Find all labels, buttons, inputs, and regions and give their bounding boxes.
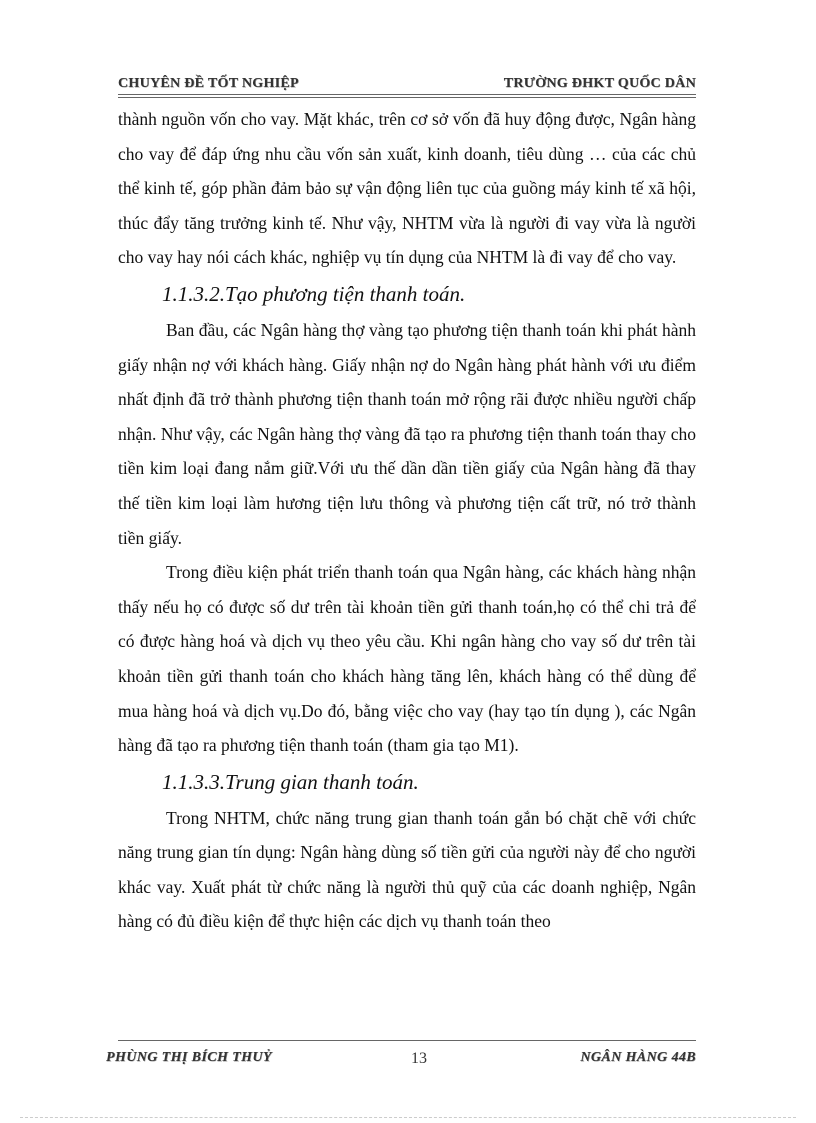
header-right-title: TRƯỜNG ĐHKT QUỐC DÂN — [503, 76, 696, 91]
page-number: 13 — [411, 1050, 427, 1067]
page-edge-line — [20, 1117, 796, 1118]
footer-author: PHÙNG THỊ BÍCH THUỶ — [106, 1050, 272, 1065]
page-header — [118, 70, 696, 92]
paragraph-continuation: thành nguồn vốn cho vay. Mặt khác, trên cơ sở vốn đã huy động được, Ngân hàng cho vay để đáp ứng nhu cầu vốn sản xuất, kinh doanh, tiêu dùng … của các chủ thể kinh tế, góp phần đảm bảo sự vận động liên tục của guồng máy kinh tế xã hội, thúc đẩy tăng trưởng kinh tế. Như vậy, NHTM vừa là người đi vay vừa là người cho vay hay nói cách khác, nghiệp vụ tín dụng của NHTM là đi vay để cho vay. — [118, 109, 696, 268]
header-left-title: CHUYÊN ĐỀ TỐT NGHIỆP — [118, 76, 299, 91]
header-divider — [118, 94, 696, 98]
footer-class-name: NGÂN HÀNG 44B — [580, 1050, 696, 1065]
paragraph-payment-intermediary: Trong NHTM, chức năng trung gian thanh toán gắn bó chặt chẽ với chức năng trung gian tín dụng: Ngân hàng dùng số tiền gửi của người này để cho người khác vay. Xuất phát từ chức năng là người thủ quỹ của các doanh nghiệp, Ngân hàng có đủ điều kiện để thực hiện các dịch vụ thanh toán theo — [118, 807, 696, 932]
paragraph-payment-means: Ban đầu, các Ngân hàng thợ vàng tạo phương tiện thanh toán khi phát hành giấy nhận nợ với khách hàng. Giấy nhận nợ do Ngân hàng phát hành với ưu điểm nhất định đã trở thành phương tiện thanh toán mở rộng rãi được nhiều người chấp nhận. Như vậy, các Ngân hàng thợ vàng đã tạo ra phương tiện thanh toán thay cho tiền kim loại đang nắm giữ.Với ưu thế dần dần tiền giấy của Ngân hàng đã thay thế tiền kim loại làm hương tiện lưu thông và phương tiện cất trữ, nó trở thành tiền giấy. — [118, 319, 696, 548]
paragraph-bank-payment-conditions: Trong điều kiện phát triển thanh toán qua Ngân hàng, các khách hàng nhận thấy nếu họ có được số dư trên tài khoản tiền gửi thanh toán,họ có thể chi trả để có được hàng hoá và dịch vụ theo yêu cầu. Khi ngân hàng cho vay số dư trên tài khoản tiền gửi thanh toán cho khách hàng tăng lên, khách hàng có thể dùng để mua hàng hoá và dịch vụ.Do đó, bằng việc cho vay (hay tạo tín dụng ), các Ngân hàng đã tạo ra phương tiện thanh toán (tham gia tạo M1). — [118, 562, 696, 756]
section-heading-1-1-3-2: 1.1.3.2.Tạo phương tiện thanh toán. — [162, 281, 466, 306]
page-footer — [106, 1050, 696, 1074]
footer-divider — [118, 1040, 696, 1041]
section-heading-1-1-3-3: 1.1.3.3.Trung gian thanh toán. — [162, 769, 419, 794]
document-body — [118, 102, 696, 939]
